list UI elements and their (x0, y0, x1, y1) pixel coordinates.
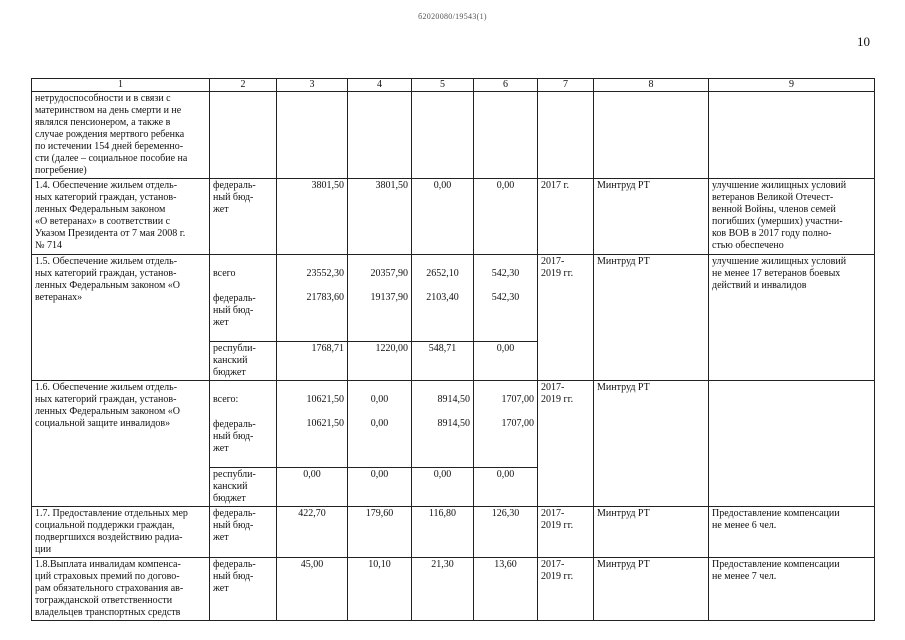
header-cell: 7 (538, 79, 594, 92)
result-cell (709, 381, 875, 507)
funding-source-line: всего (213, 268, 236, 279)
funding-source-cell: республи- канский бюджет (210, 342, 277, 381)
amount-line: 542,30 (491, 292, 520, 303)
empty-cell (594, 92, 709, 179)
amount-line: 542,30 (491, 268, 520, 279)
total-amount-cell: 45,00 (277, 558, 348, 621)
total-amount-cell: 3801,50 (277, 179, 348, 255)
result-cell: Предоставление компенсации не менее 6 чел. (709, 507, 875, 558)
program-table (31, 78, 875, 621)
amount-2019-cell (474, 255, 538, 342)
funding-source-cell (210, 381, 277, 468)
empty-cell (277, 92, 348, 179)
result-cell: улучшение жилищных условий не менее 17 ветеранов боевых действий и инвалидов (709, 255, 875, 381)
amount-line: 2103,40 (426, 292, 459, 303)
funding-source-line: всего: (213, 394, 239, 405)
amount-2019-cell: 0,00 (474, 468, 538, 507)
amount-2019-cell: 13,60 (474, 558, 538, 621)
measure-name-cell: 1.7. Предоставление отдельных мер социальной поддержки граждан, подвергшихся воздействию радиа- ции (32, 507, 210, 558)
amount-line: 0,00 (370, 394, 389, 405)
header-row (32, 79, 875, 92)
funding-source-cell (210, 255, 277, 342)
amount-line: 8914,50 (437, 394, 470, 405)
amount-2018-cell: 548,71 (412, 342, 474, 381)
amount-2017-cell: 10,10 (348, 558, 412, 621)
header-cell: 6 (474, 79, 538, 92)
responsible-cell: Минтруд РТ (594, 558, 709, 621)
funding-source-line: федераль- ный бюд- жет (213, 419, 256, 454)
measure-name-cell: 1.4. Обеспечение жильем отдель- ных категорий граждан, установ- ленных Федеральным законом «О ветеранах» в соответствии с Указом Президента от 7 мая 2008 г. № 714 (32, 179, 210, 255)
empty-cell (348, 92, 412, 179)
amount-line: 10621,50 (306, 418, 344, 429)
empty-cell (709, 92, 875, 179)
table-row (32, 507, 875, 558)
responsible-cell: Минтруд РТ (594, 381, 709, 507)
header-cell: 5 (412, 79, 474, 92)
amount-line: 20357,90 (370, 268, 408, 279)
measure-name-cell: нетрудоспособности и в связи с материнством на день смерти и не являлся пенсионером, а также в случае рождения мертвого ребенка по истечении 154 дней беременно- сти (далее – социальное пособие на погребение) (32, 92, 210, 179)
amount-line: 1707,00 (501, 394, 534, 405)
responsible-cell: Минтруд РТ (594, 507, 709, 558)
amount-2018-cell: 0,00 (412, 179, 474, 255)
amount-line: 23552,30 (306, 268, 344, 279)
amount-2018-cell (412, 255, 474, 342)
responsible-cell: Минтруд РТ (594, 255, 709, 381)
amount-2018-cell (412, 381, 474, 468)
empty-cell (538, 92, 594, 179)
period-cell: 2017 г. (538, 179, 594, 255)
amount-2019-cell: 126,30 (474, 507, 538, 558)
amount-2018-cell: 0,00 (412, 468, 474, 507)
header-cell: 3 (277, 79, 348, 92)
amount-2017-cell: 0,00 (348, 468, 412, 507)
measure-name-cell: 1.5. Обеспечение жильем отдель- ных категорий граждан, установ- ленных Федеральным законом «О ветеранах» (32, 255, 210, 381)
measure-name-cell: 1.8.Выплата инвалидам компенса- ций страховых премий по догово- рам обязательного страхования ав- тогражданской ответственности владельцев транспортных средств (32, 558, 210, 621)
header-cell: 4 (348, 79, 412, 92)
header-cell: 1 (32, 79, 210, 92)
period-cell: 2017- 2019 гг. (538, 381, 594, 507)
amount-line: 21783,60 (306, 292, 344, 303)
amount-2017-cell: 1220,00 (348, 342, 412, 381)
responsible-cell: Минтруд РТ (594, 179, 709, 255)
total-amount-cell (277, 255, 348, 342)
period-cell: 2017- 2019 гг. (538, 255, 594, 381)
empty-cell (474, 92, 538, 179)
header-cell: 2 (210, 79, 277, 92)
empty-cell (412, 92, 474, 179)
amount-line: 2652,10 (426, 268, 459, 279)
amount-2017-cell: 3801,50 (348, 179, 412, 255)
table-row (32, 558, 875, 621)
amount-2019-cell: 0,00 (474, 342, 538, 381)
amount-2018-cell: 21,30 (412, 558, 474, 621)
document-id: б2020080/19543(1) (418, 12, 487, 21)
funding-source-cell: республи- канский бюджет (210, 468, 277, 507)
amount-2017-cell (348, 381, 412, 468)
funding-source-cell: федераль- ный бюд- жет (210, 507, 277, 558)
result-cell: Предоставление компенсации не менее 7 чел. (709, 558, 875, 621)
amount-line: 0,00 (370, 418, 389, 429)
amount-2017-cell (348, 255, 412, 342)
funding-source-line: федераль- ный бюд- жет (213, 293, 256, 328)
amount-2019-cell (474, 381, 538, 468)
funding-source-cell: федераль- ный бюд- жет (210, 179, 277, 255)
total-amount-cell: 422,70 (277, 507, 348, 558)
total-amount-cell: 0,00 (277, 468, 348, 507)
total-amount-cell: 1768,71 (277, 342, 348, 381)
table-row (32, 381, 875, 468)
empty-cell (210, 92, 277, 179)
measure-name-cell: 1.6. Обеспечение жильем отдель- ных категорий граждан, установ- ленных Федеральным законом «О социальной защите инвалидов» (32, 381, 210, 507)
total-amount-cell (277, 381, 348, 468)
table-row (32, 255, 875, 342)
amount-2018-cell: 116,80 (412, 507, 474, 558)
funding-source-cell: федераль- ный бюд- жет (210, 558, 277, 621)
page-number: 10 (857, 34, 870, 49)
amount-line: 8914,50 (437, 418, 470, 429)
result-cell: улучшение жилищных условий ветеранов Великой Отечест- венной Войны, членов семей погибших (умерших) участни- ков ВОВ в 2017 году полно- стью обеспечено (709, 179, 875, 255)
amount-2017-cell: 179,60 (348, 507, 412, 558)
table-row (32, 92, 875, 179)
amount-line: 1707,00 (501, 418, 534, 429)
table-row (32, 179, 875, 255)
amount-line: 19137,90 (370, 292, 408, 303)
header-cell: 8 (594, 79, 709, 92)
period-cell: 2017- 2019 гг. (538, 558, 594, 621)
period-cell: 2017- 2019 гг. (538, 507, 594, 558)
amount-2019-cell: 0,00 (474, 179, 538, 255)
header-cell: 9 (709, 79, 875, 92)
amount-line: 10621,50 (306, 394, 344, 405)
